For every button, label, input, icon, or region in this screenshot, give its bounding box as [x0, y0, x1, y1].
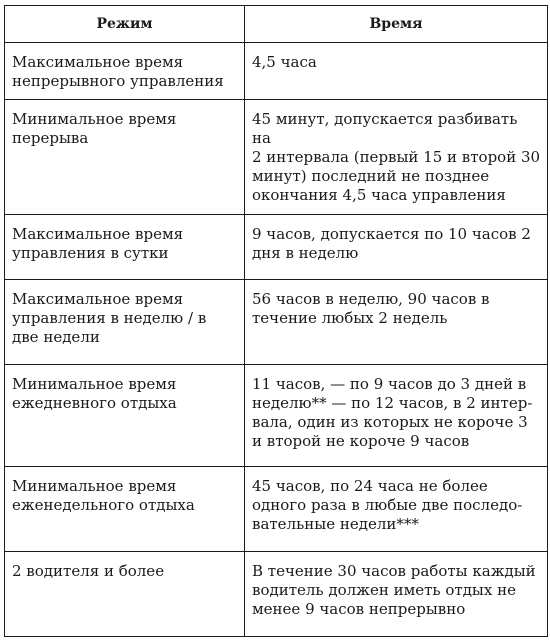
time-text: 11 часов, — по 9 часов до 3 дней в неделю** — по 12 часов, в 2 интер- вала, один из которых не короче 3 и второй не короче 9 часов: [252, 375, 533, 450]
header-time: Время: [245, 6, 548, 43]
mode-cell: [5, 215, 245, 280]
table-row: [5, 467, 548, 552]
time-cell: [245, 467, 548, 552]
mode-text: Максимальное время непрерывного управления: [12, 53, 224, 90]
driving-time-table: [4, 5, 548, 637]
table-row: [5, 43, 548, 100]
mode-cell: [5, 280, 245, 365]
table-header-row: [5, 6, 548, 43]
time-text: 45 минут, допускается разбивать на 2 интервала (первый 15 и второй 30 минут) последний не позднее окончания 4,5 часа управления: [252, 110, 541, 204]
mode-text: Максимальное время управления в неделю / в две недели: [12, 290, 207, 346]
mode-cell: [5, 552, 245, 637]
time-text: 45 часов, по 24 часа не более одного раза в любые две последо- вательные недели***: [252, 477, 523, 533]
time-cell: [245, 215, 548, 280]
time-text: 4,5 часа: [252, 53, 317, 71]
time-cell: [245, 43, 548, 100]
time-cell: [245, 280, 548, 365]
table-row: [5, 552, 548, 637]
time-cell: [245, 365, 548, 467]
header-mode: Режим: [5, 6, 245, 43]
table-row: [5, 365, 548, 467]
mode-cell: [5, 467, 245, 552]
mode-cell: [5, 365, 245, 467]
mode-text: 2 водителя и более: [12, 562, 165, 580]
time-cell: [245, 100, 548, 215]
mode-text: Минимальное время перерыва: [12, 110, 177, 147]
table-row: [5, 280, 548, 365]
mode-text: Минимальное время ежедневного отдыха: [12, 375, 177, 412]
mode-cell: [5, 100, 245, 215]
mode-text: Максимальное время управления в сутки: [12, 225, 184, 262]
time-cell: [245, 552, 548, 637]
time-text: 56 часов в неделю, 90 часов в течение любых 2 недель: [252, 290, 490, 327]
table-row: [5, 100, 548, 215]
table-row: [5, 215, 548, 280]
mode-cell: [5, 43, 245, 100]
time-text: В течение 30 часов работы каждый водитель должен иметь отдых не менее 9 часов непрерывно: [252, 562, 536, 618]
time-text: 9 часов, допускается по 10 часов 2 дня в неделю: [252, 225, 531, 262]
mode-text: Минимальное время еженедельного отдыха: [12, 477, 195, 514]
